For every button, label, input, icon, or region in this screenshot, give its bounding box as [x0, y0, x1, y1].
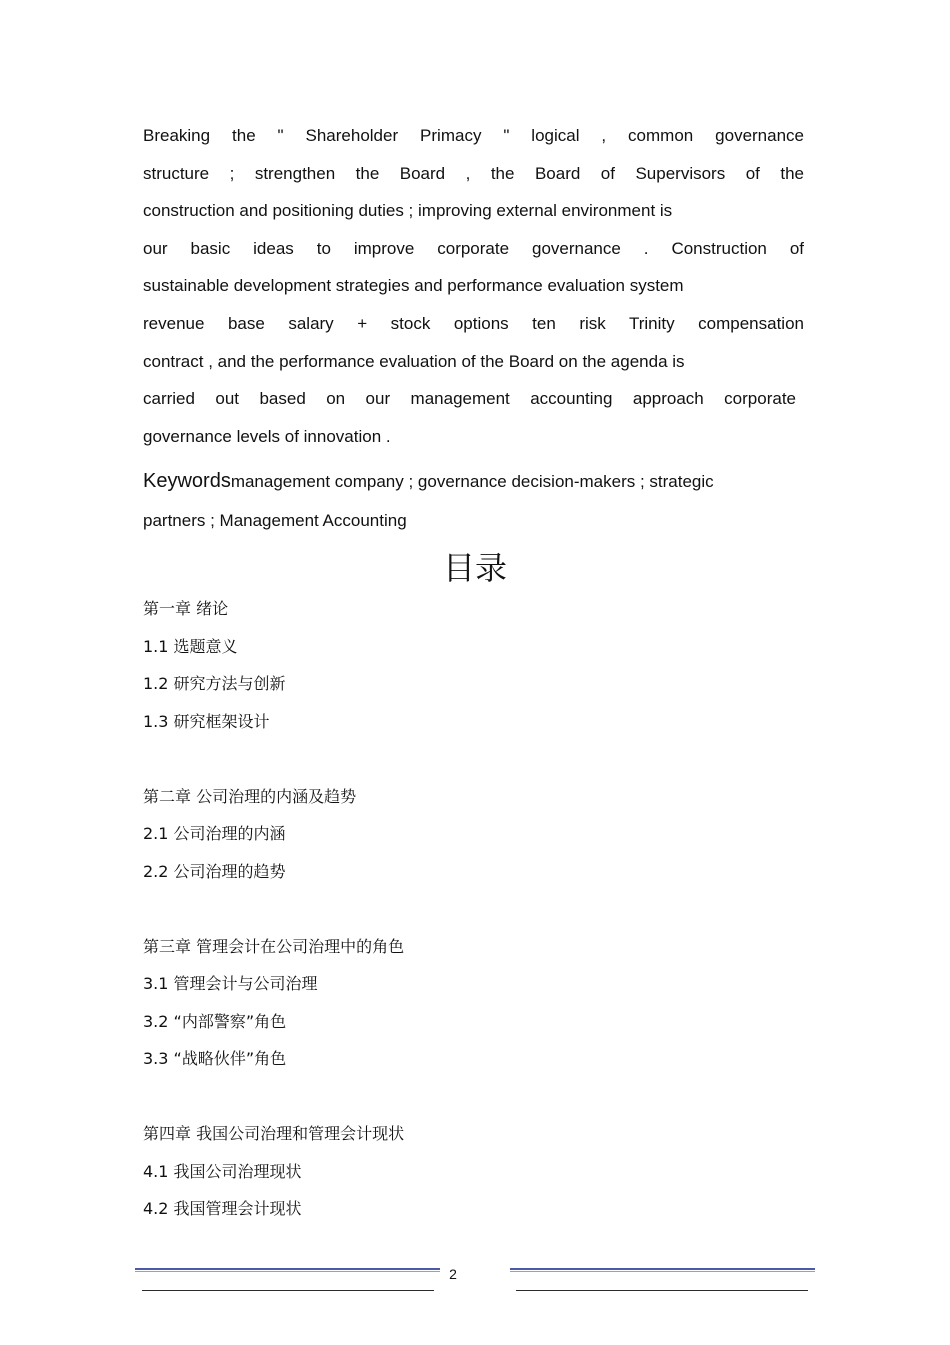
abstract-line: contract , and the performance evaluation of the Board on the agenda is	[143, 351, 685, 371]
table-of-contents	[143, 590, 783, 1228]
abstract-line: revenue base salary + stock options ten risk Trinity compensation	[143, 313, 804, 333]
keywords-block	[143, 463, 804, 542]
toc-chapter-heading[interactable]: 第四章 我国公司治理和管理会计现状	[143, 1124, 405, 1143]
toc-section-item[interactable]: 1.3 研究框架设计	[143, 711, 270, 731]
toc-section-item[interactable]: 1.2 研究方法与创新	[143, 674, 286, 693]
toc-chapter-heading[interactable]: 第二章 公司治理的内涵及趋势	[143, 786, 357, 806]
keywords-label: Keywords	[143, 470, 231, 492]
toc-chapter-heading[interactable]: 第三章 管理会计在公司治理中的角色	[143, 936, 405, 956]
abstract-line: governance levels of innovation .	[143, 426, 391, 446]
keywords-text-continued: partners ; Management Accounting	[143, 511, 407, 530]
toc-section-item[interactable]: 3.1 管理会计与公司治理	[143, 974, 318, 993]
toc-title: 目录	[442, 549, 507, 587]
footer-rule-right-top-shadow	[510, 1271, 815, 1272]
toc-chapter-heading[interactable]: 第一章 绪论	[143, 599, 229, 618]
abstract-line: structure ; strengthen the Board , the Board of Supervisors of the	[143, 163, 804, 183]
footer-rule-left-top	[135, 1268, 440, 1270]
toc-spacer	[143, 890, 783, 928]
abstract-line: carried out based on our management accounting approach corporate	[143, 389, 796, 409]
keywords-text: management company ; governance decision-makers ; strategic	[230, 472, 714, 491]
toc-section-item[interactable]: 1.1 选题意义	[143, 636, 238, 656]
page-footer	[0, 1262, 950, 1302]
toc-spacer	[143, 1078, 783, 1116]
toc-section-item[interactable]: 3.2 “内部警察”角色	[143, 1011, 287, 1031]
toc-section-item[interactable]: 4.1 我国公司治理现状	[143, 1161, 302, 1181]
abstract-line: our basic ideas to improve corporate governance . Construction of	[143, 238, 804, 258]
toc-section-item[interactable]: 3.3 “战略伙伴”角色	[143, 1049, 287, 1068]
toc-spacer	[143, 740, 783, 778]
toc-section-item[interactable]: 4.2 我国管理会计现状	[143, 1199, 302, 1218]
footer-rule-right-bottom	[516, 1290, 808, 1291]
english-abstract	[143, 117, 804, 455]
page-number: 2	[449, 1266, 457, 1282]
footer-rule-left-top-shadow	[135, 1271, 440, 1272]
footer-rule-left-bottom	[142, 1290, 434, 1291]
abstract-line: sustainable development strategies and performance evaluation system	[143, 276, 684, 296]
abstract-line: construction and positioning duties ; improving external environment is	[143, 201, 673, 221]
abstract-line: Breaking the " Shareholder Primacy " logical , common governance	[143, 126, 804, 145]
toc-section-item[interactable]: 2.1 公司治理的内涵	[143, 824, 286, 843]
footer-rule-right-top	[510, 1268, 815, 1270]
toc-section-item[interactable]: 2.2 公司治理的趋势	[143, 861, 286, 881]
